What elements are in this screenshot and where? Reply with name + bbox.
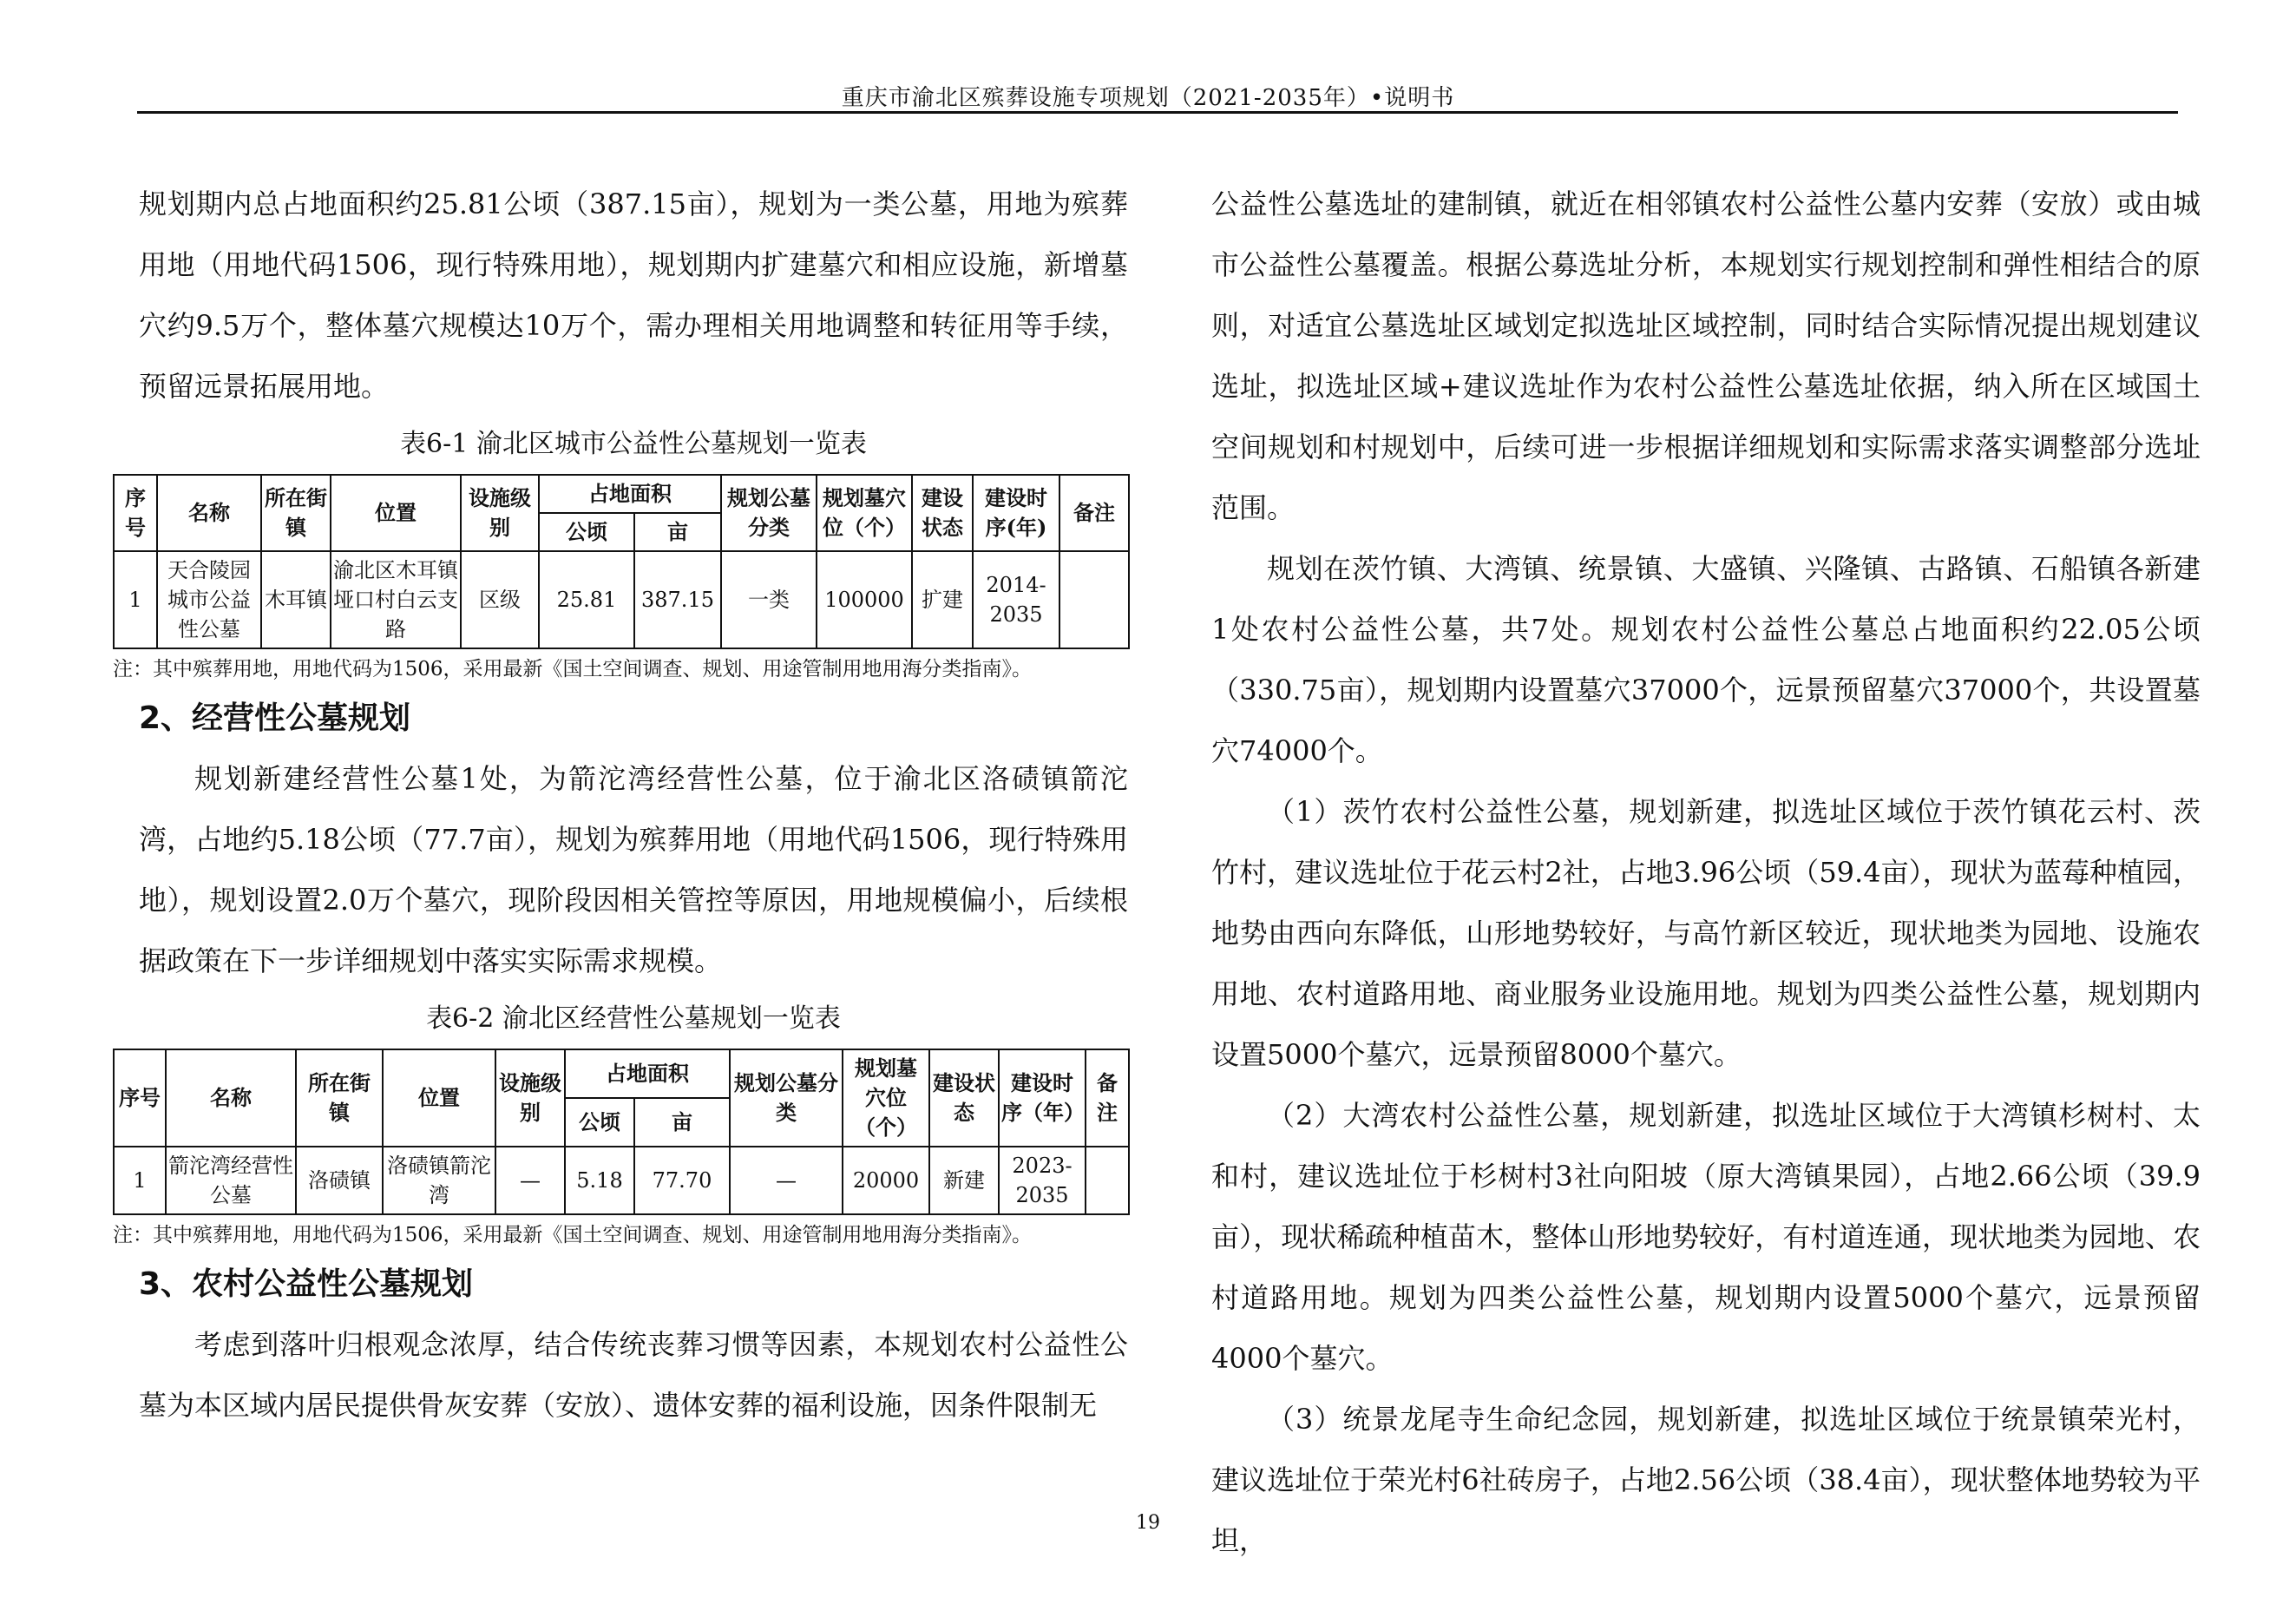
cell-mu: 77.70 [634,1147,730,1214]
cell-name: 箭沱湾经营性公墓 [166,1147,296,1214]
cell-location: 渝北区木耳镇垭口村白云支路 [331,551,461,648]
cell-category: — [730,1147,843,1214]
cell-graves: 100000 [817,551,912,648]
paragraph-right-3: （1）茨竹农村公益性公墓，规划新建，拟选址区域位于茨竹镇花云村、茨竹村，建议选址位于花云村2社，占地3.96公顷（59.4亩），现状为蓝莓种植园，地势由西向东降低，山形地势较好，与高竹新区较近，现状地类为园地、设施农用地、农村道路用地、商业服务业设施用地。规划为四类公益性公墓，规划期内设置5000个墓穴，远景预留8000个墓穴。 [1211,795,2201,1071]
cell-period: 2014-2035 [973,551,1059,648]
th-ha: 公顷 [539,513,634,551]
th-level: 设施级别 [461,475,539,551]
th-name: 名称 [157,475,261,551]
table-row [114,551,1129,648]
th-town: 所在街镇 [296,1049,383,1147]
th-graves: 规划墓穴位（个） [843,1049,929,1147]
table1 [113,474,1130,649]
th-mu: 亩 [634,1098,730,1147]
table1-note: 注：其中殡葬用地，用地代码为1506，采用最新《国土空间调查、规划、用途管制用地用海分类指南》。 [113,658,1033,681]
cell-ha: 25.81 [539,551,634,648]
cell-level: 区级 [461,551,539,648]
paragraph-left-3: 考虑到落叶归根观念浓厚，结合传统丧葬习惯等因素，本规划农村公益性公墓为本区域内居民提供骨灰安葬（安放）、遗体安葬的福利设施，因条件限制无 [139,1328,1128,1422]
table2-header-row [114,1049,1129,1098]
th-level: 设施级别 [495,1049,565,1147]
table2-note: 注：其中殡葬用地，用地代码为1506，采用最新《国土空间调查、规划、用途管制用地用海分类指南》。 [113,1224,1033,1246]
th-town: 所在街镇 [261,475,331,551]
paragraph-right-2: 规划在茨竹镇、大湾镇、统景镇、大盛镇、兴隆镇、古路镇、石船镇各新建1处农村公益性公墓，共7处。规划农村公益性公墓总占地面积约22.05公顷（330.75亩），规划期内设置墓穴37000个，远景预留墓穴37000个，共设置墓穴74000个。 [1211,552,2201,767]
th-seq: 序号 [114,1049,166,1147]
th-name: 名称 [166,1049,296,1147]
cell-town: 木耳镇 [261,551,331,648]
th-status: 建设状态 [929,1049,999,1147]
cell-period: 2023-2035 [999,1147,1086,1214]
cell-mu: 387.15 [634,551,721,648]
table2 [113,1049,1130,1215]
cell-graves: 20000 [843,1147,929,1214]
cell-seq: 1 [114,551,157,648]
paragraph-right-5: （3）统景龙尾寺生命纪念园，规划新建，拟选址区域位于统景镇荣光村，建议选址位于荣光村6社砖房子，占地2.56公顷（38.4亩），现状整体地势较为平坦， [1211,1403,2201,1557]
th-mu: 亩 [634,513,721,551]
th-period: 建设时序（年） [999,1049,1086,1147]
paragraph-right-1: 公益性公墓选址的建制镇，就近在相邻镇农村公益性公墓内安葬（安放）或由城市公益性公墓覆盖。根据公募选址分析，本规划实行规划控制和弹性相结合的原则，对适宜公墓选址区域划定拟选址区域控制，同时结合实际情况提出规划建议选址，拟选址区域+建议选址作为农村公益性公墓选址依据，纳入所在区域国土空间规划和村规划中，后续可进一步根据详细规划和实际需求落实调整部分选址范围。 [1211,187,2201,524]
table1-caption: 表6-1 渝北区城市公益性公墓规划一览表 [400,429,867,459]
section-2-title: 2、经营性公墓规划 [139,700,411,736]
th-graves: 规划墓穴位（个） [817,475,912,551]
th-area: 占地面积 [539,475,721,513]
left-column [113,174,1128,1436]
paragraph-left-2: 规划新建经营性公墓1处，为箭沱湾经营性公墓，位于渝北区洛碛镇箭沱湾，占地约5.18公顷（77.7亩），规划为殡葬用地（用地代码1506，现行特殊用地），规划设置2.0万个墓穴，现阶段因相关管控等原因，用地规模偏小，后续根据政策在下一步详细规划中落实实际需求规模。 [139,762,1128,977]
th-remark: 备注 [1086,1049,1129,1147]
cell-remark [1059,551,1129,648]
table1-header-row [114,475,1129,513]
th-period: 建设时序(年) [973,475,1059,551]
table2-caption: 表6-2 渝北区经营性公墓规划一览表 [426,1003,841,1034]
cell-status: 扩建 [912,551,973,648]
th-category: 规划公墓分类 [721,475,817,551]
cell-remark [1086,1147,1129,1214]
running-header: 重庆市渝北区殡葬设施专项规划（2021-2035年）•说明书 [841,85,1455,111]
th-area: 占地面积 [565,1049,730,1098]
header-rule [137,111,2178,114]
th-seq: 序号 [114,475,157,551]
page-number: 19 [1136,1512,1160,1534]
th-remark: 备注 [1059,475,1129,551]
cell-location: 洛碛镇箭沱湾 [383,1147,495,1214]
cell-level: — [495,1147,565,1214]
th-location: 位置 [383,1049,495,1147]
cell-status: 新建 [929,1147,999,1214]
cell-town: 洛碛镇 [296,1147,383,1214]
paragraph-right-4: （2）大湾农村公益性公墓，规划新建，拟选址区域位于大湾镇杉树村、太和村，建议选址位于杉树村3社向阳坡（原大湾镇果园），占地2.66公顷（39.9亩），现状稀疏种植苗木，整体山形地势较好，有村道连通，现状地类为园地、农村道路用地。规划为四类公益性公墓，规划期内设置5000个墓穴，远景预留4000个墓穴。 [1211,1099,2201,1375]
cell-seq: 1 [114,1147,166,1214]
cell-category: 一类 [721,551,817,648]
th-location: 位置 [331,475,461,551]
cell-ha: 5.18 [565,1147,634,1214]
table-row [114,1147,1129,1214]
paragraph-left-1: 规划期内总占地面积约25.81公顷（387.15亩），规划为一类公墓，用地为殡葬用地（用地代码1506，现行特殊用地），规划期内扩建墓穴和相应设施，新增墓穴约9.5万个，整体墓穴规模达10万个，需办理相关用地调整和转征用等手续，预留远景拓展用地。 [139,187,1128,403]
th-ha: 公顷 [565,1098,634,1147]
right-column [1211,174,2201,1571]
th-category: 规划公墓分类 [730,1049,843,1147]
cell-name: 天合陵园城市公益性公墓 [157,551,261,648]
th-status: 建设状态 [912,475,973,551]
section-3-title: 3、农村公益性公墓规划 [139,1266,474,1302]
